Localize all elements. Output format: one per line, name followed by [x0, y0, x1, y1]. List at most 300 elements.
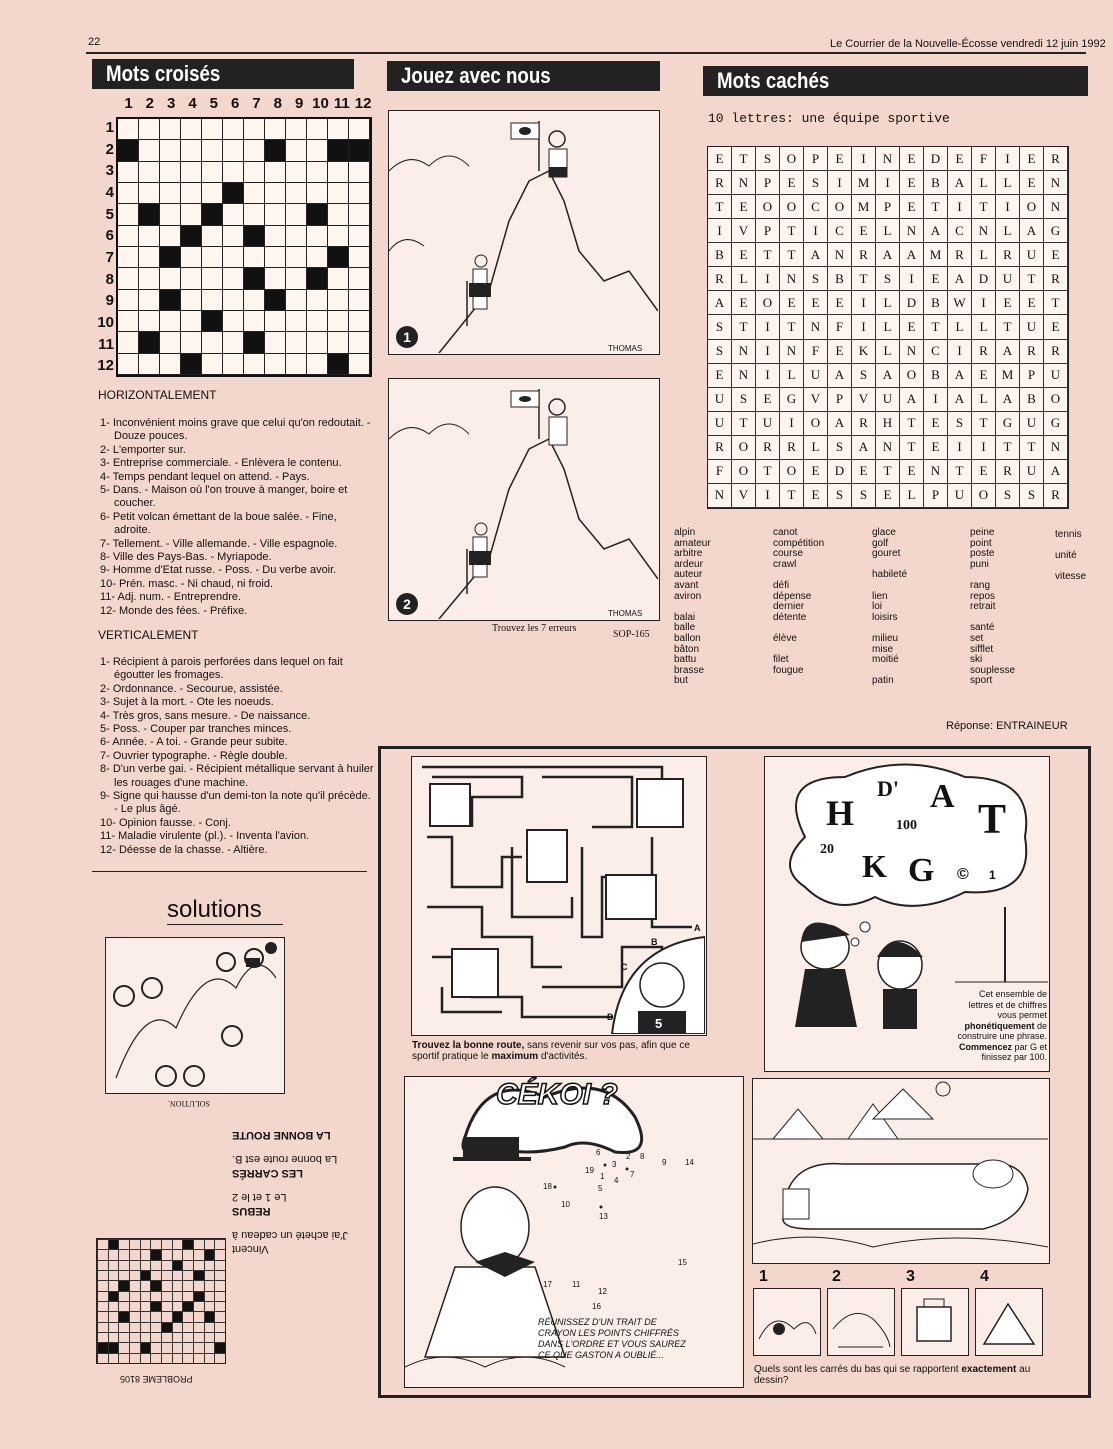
- word-search-letter[interactable]: I: [756, 340, 780, 364]
- crossword-cell[interactable]: [349, 354, 370, 375]
- word-search-letter[interactable]: L: [732, 267, 756, 291]
- word-search-letter[interactable]: B: [924, 171, 948, 195]
- word-search-letter[interactable]: P: [1020, 364, 1044, 388]
- word-search-letter[interactable]: S: [852, 364, 876, 388]
- crossword-cell[interactable]: [160, 268, 181, 289]
- word-search-letter[interactable]: I: [756, 364, 780, 388]
- crossword-cell[interactable]: [118, 183, 139, 204]
- word-search-letter[interactable]: B: [828, 267, 852, 291]
- crossword-cell[interactable]: [223, 226, 244, 247]
- word-search-letter[interactable]: I: [972, 291, 996, 315]
- word-search-letter[interactable]: O: [1044, 388, 1068, 412]
- crossword-cell[interactable]: [286, 183, 307, 204]
- word-search-letter[interactable]: R: [780, 436, 804, 460]
- word-search-letter[interactable]: S: [1020, 484, 1044, 508]
- crossword-cell[interactable]: [328, 354, 349, 375]
- word-search-letter[interactable]: R: [1044, 267, 1068, 291]
- crossword-cell[interactable]: [202, 204, 223, 225]
- word-search-letter[interactable]: T: [756, 460, 780, 484]
- square-option-3[interactable]: [901, 1288, 969, 1356]
- word-search-letter[interactable]: M: [996, 364, 1020, 388]
- crossword-cell[interactable]: [244, 354, 265, 375]
- crossword-cell[interactable]: [286, 247, 307, 268]
- crossword-cell[interactable]: [202, 140, 223, 161]
- crossword-cell[interactable]: [139, 119, 160, 140]
- word-search-letter[interactable]: I: [756, 484, 780, 508]
- crossword-cell[interactable]: [223, 332, 244, 353]
- word-search-letter[interactable]: R: [1044, 147, 1068, 171]
- word-search-letter[interactable]: A: [948, 267, 972, 291]
- word-search-letter[interactable]: F: [708, 460, 732, 484]
- crossword-cell[interactable]: [349, 140, 370, 161]
- crossword-cell[interactable]: [307, 204, 328, 225]
- word-search-letter[interactable]: A: [1044, 460, 1068, 484]
- word-search-letter[interactable]: E: [900, 147, 924, 171]
- word-search-letter[interactable]: O: [780, 147, 804, 171]
- crossword-cell[interactable]: [349, 204, 370, 225]
- word-search-letter[interactable]: R: [852, 412, 876, 436]
- word-search-letter[interactable]: S: [876, 267, 900, 291]
- crossword-cell[interactable]: [349, 162, 370, 183]
- crossword-cell[interactable]: [265, 247, 286, 268]
- word-search-letter[interactable]: T: [732, 315, 756, 339]
- crossword-cell[interactable]: [160, 311, 181, 332]
- crossword-cell[interactable]: [328, 140, 349, 161]
- word-search-letter[interactable]: N: [732, 364, 756, 388]
- word-search-letter[interactable]: L: [996, 219, 1020, 243]
- word-search-letter[interactable]: E: [900, 460, 924, 484]
- crossword-cell[interactable]: [349, 247, 370, 268]
- crossword-cell[interactable]: [160, 247, 181, 268]
- word-search-letter[interactable]: S: [756, 147, 780, 171]
- word-search-letter[interactable]: A: [900, 243, 924, 267]
- word-search-letter[interactable]: A: [852, 436, 876, 460]
- word-search-letter[interactable]: N: [804, 315, 828, 339]
- crossword-cell[interactable]: [181, 140, 202, 161]
- word-search-letter[interactable]: S: [852, 484, 876, 508]
- word-search-letter[interactable]: I: [996, 147, 1020, 171]
- crossword-cell[interactable]: [160, 204, 181, 225]
- word-search-letter[interactable]: O: [804, 412, 828, 436]
- crossword-cell[interactable]: [244, 140, 265, 161]
- word-search-letter[interactable]: T: [924, 195, 948, 219]
- crossword-cell[interactable]: [328, 183, 349, 204]
- crossword-cell[interactable]: [265, 268, 286, 289]
- word-search-letter[interactable]: E: [756, 388, 780, 412]
- word-search-letter[interactable]: M: [852, 171, 876, 195]
- crossword-cell[interactable]: [286, 311, 307, 332]
- word-search-letter[interactable]: F: [972, 147, 996, 171]
- crossword-cell[interactable]: [181, 290, 202, 311]
- word-search-letter[interactable]: P: [876, 195, 900, 219]
- word-search-letter[interactable]: P: [828, 388, 852, 412]
- word-search-letter[interactable]: A: [804, 243, 828, 267]
- word-search-letter[interactable]: T: [900, 412, 924, 436]
- word-search-letter[interactable]: R: [996, 460, 1020, 484]
- word-search-letter[interactable]: E: [804, 291, 828, 315]
- crossword-cell[interactable]: [139, 332, 160, 353]
- word-search-letter[interactable]: T: [1020, 267, 1044, 291]
- square-option-1[interactable]: [753, 1288, 821, 1356]
- crossword-cell[interactable]: [118, 354, 139, 375]
- crossword-cell[interactable]: [307, 226, 328, 247]
- crossword-cell[interactable]: [160, 354, 181, 375]
- word-search-letter[interactable]: R: [756, 436, 780, 460]
- crossword-cell[interactable]: [286, 140, 307, 161]
- word-search-letter[interactable]: U: [1020, 315, 1044, 339]
- crossword-cell[interactable]: [223, 247, 244, 268]
- word-search-letter[interactable]: D: [924, 147, 948, 171]
- word-search-letter[interactable]: M: [924, 243, 948, 267]
- word-search-letter[interactable]: B: [924, 291, 948, 315]
- word-search-letter[interactable]: L: [972, 315, 996, 339]
- crossword-cell[interactable]: [349, 268, 370, 289]
- word-search-letter[interactable]: A: [708, 291, 732, 315]
- word-search-letter[interactable]: O: [780, 460, 804, 484]
- word-search-letter[interactable]: T: [876, 460, 900, 484]
- word-search-letter[interactable]: E: [708, 147, 732, 171]
- crossword-cell[interactable]: [307, 268, 328, 289]
- crossword-cell[interactable]: [286, 332, 307, 353]
- crossword-cell[interactable]: [286, 354, 307, 375]
- crossword-cell[interactable]: [139, 183, 160, 204]
- word-search-letter[interactable]: T: [972, 412, 996, 436]
- word-search-letter[interactable]: I: [780, 412, 804, 436]
- word-search-letter[interactable]: D: [900, 291, 924, 315]
- word-search-letter[interactable]: O: [900, 364, 924, 388]
- word-search-letter[interactable]: N: [732, 171, 756, 195]
- word-search-letter[interactable]: B: [1020, 388, 1044, 412]
- word-search-letter[interactable]: A: [996, 340, 1020, 364]
- crossword-cell[interactable]: [181, 268, 202, 289]
- word-search-letter[interactable]: A: [828, 412, 852, 436]
- crossword-cell[interactable]: [160, 162, 181, 183]
- crossword-cell[interactable]: [223, 183, 244, 204]
- word-search-letter[interactable]: U: [804, 364, 828, 388]
- word-search-letter[interactable]: S: [804, 171, 828, 195]
- crossword-cell[interactable]: [181, 204, 202, 225]
- word-search-letter[interactable]: T: [948, 460, 972, 484]
- crossword-cell[interactable]: [349, 290, 370, 311]
- crossword-cell[interactable]: [202, 268, 223, 289]
- word-search-letter[interactable]: E: [900, 195, 924, 219]
- crossword-cell[interactable]: [160, 226, 181, 247]
- word-search-letter[interactable]: E: [1044, 243, 1068, 267]
- word-search-grid[interactable]: [707, 146, 1069, 509]
- crossword-cell[interactable]: [223, 140, 244, 161]
- word-search-letter[interactable]: E: [828, 147, 852, 171]
- word-search-letter[interactable]: N: [1044, 195, 1068, 219]
- word-search-letter[interactable]: W: [948, 291, 972, 315]
- word-search-letter[interactable]: T: [732, 412, 756, 436]
- word-search-letter[interactable]: D: [828, 460, 852, 484]
- crossword-cell[interactable]: [265, 290, 286, 311]
- crossword-cell[interactable]: [139, 290, 160, 311]
- word-search-letter[interactable]: I: [852, 291, 876, 315]
- crossword-cell[interactable]: [328, 204, 349, 225]
- word-search-letter[interactable]: N: [924, 460, 948, 484]
- word-search-letter[interactable]: G: [1044, 412, 1068, 436]
- word-search-letter[interactable]: N: [828, 243, 852, 267]
- word-search-letter[interactable]: L: [948, 315, 972, 339]
- crossword-cell[interactable]: [328, 162, 349, 183]
- word-search-letter[interactable]: N: [732, 340, 756, 364]
- crossword-cell[interactable]: [181, 354, 202, 375]
- word-search-letter[interactable]: U: [756, 412, 780, 436]
- crossword-cell[interactable]: [118, 204, 139, 225]
- word-search-letter[interactable]: O: [756, 195, 780, 219]
- word-search-letter[interactable]: T: [756, 243, 780, 267]
- word-search-letter[interactable]: I: [804, 219, 828, 243]
- crossword-cell[interactable]: [328, 119, 349, 140]
- word-search-letter[interactable]: T: [996, 436, 1020, 460]
- word-search-letter[interactable]: T: [780, 484, 804, 508]
- word-search-letter[interactable]: L: [996, 171, 1020, 195]
- word-search-letter[interactable]: A: [1020, 219, 1044, 243]
- word-search-letter[interactable]: P: [756, 171, 780, 195]
- crossword-cell[interactable]: [307, 354, 328, 375]
- word-search-letter[interactable]: E: [996, 291, 1020, 315]
- crossword-cell[interactable]: [181, 247, 202, 268]
- word-search-letter[interactable]: I: [948, 436, 972, 460]
- crossword-cell[interactable]: [349, 119, 370, 140]
- crossword-grid[interactable]: [116, 117, 372, 377]
- word-search-letter[interactable]: O: [972, 484, 996, 508]
- crossword-cell[interactable]: [181, 311, 202, 332]
- word-search-letter[interactable]: E: [732, 195, 756, 219]
- word-search-letter[interactable]: S: [948, 412, 972, 436]
- crossword-cell[interactable]: [265, 140, 286, 161]
- word-search-letter[interactable]: U: [996, 267, 1020, 291]
- crossword-cell[interactable]: [265, 119, 286, 140]
- word-search-letter[interactable]: S: [708, 315, 732, 339]
- crossword-cell[interactable]: [244, 247, 265, 268]
- crossword-cell[interactable]: [202, 290, 223, 311]
- word-search-letter[interactable]: D: [972, 267, 996, 291]
- crossword-cell[interactable]: [223, 268, 244, 289]
- word-search-letter[interactable]: A: [924, 219, 948, 243]
- word-search-letter[interactable]: A: [828, 364, 852, 388]
- word-search-letter[interactable]: S: [708, 340, 732, 364]
- word-search-letter[interactable]: E: [852, 219, 876, 243]
- word-search-letter[interactable]: L: [900, 484, 924, 508]
- word-search-letter[interactable]: I: [948, 340, 972, 364]
- word-search-letter[interactable]: T: [996, 315, 1020, 339]
- crossword-cell[interactable]: [181, 119, 202, 140]
- maze-panel[interactable]: [411, 756, 707, 1036]
- word-search-letter[interactable]: I: [852, 315, 876, 339]
- word-search-letter[interactable]: E: [1020, 171, 1044, 195]
- word-search-letter[interactable]: C: [804, 195, 828, 219]
- word-search-letter[interactable]: T: [780, 243, 804, 267]
- square-option-4[interactable]: [975, 1288, 1043, 1356]
- word-search-letter[interactable]: S: [732, 388, 756, 412]
- crossword-cell[interactable]: [265, 226, 286, 247]
- word-search-letter[interactable]: I: [900, 267, 924, 291]
- square-option-2[interactable]: [827, 1288, 895, 1356]
- word-search-letter[interactable]: S: [996, 484, 1020, 508]
- word-search-letter[interactable]: O: [828, 195, 852, 219]
- crossword-cell[interactable]: [349, 332, 370, 353]
- crossword-cell[interactable]: [244, 119, 265, 140]
- crossword-cell[interactable]: [223, 354, 244, 375]
- crossword-cell[interactable]: [244, 311, 265, 332]
- crossword-cell[interactable]: [286, 119, 307, 140]
- word-search-letter[interactable]: E: [876, 484, 900, 508]
- word-search-letter[interactable]: I: [828, 171, 852, 195]
- word-search-letter[interactable]: E: [972, 364, 996, 388]
- crossword-cell[interactable]: [307, 119, 328, 140]
- word-search-letter[interactable]: E: [852, 460, 876, 484]
- crossword-cell[interactable]: [349, 311, 370, 332]
- word-search-letter[interactable]: E: [900, 315, 924, 339]
- crossword-cell[interactable]: [286, 204, 307, 225]
- word-search-letter[interactable]: N: [1044, 436, 1068, 460]
- crossword-cell[interactable]: [181, 162, 202, 183]
- word-search-letter[interactable]: E: [828, 340, 852, 364]
- word-search-letter[interactable]: I: [756, 267, 780, 291]
- crossword-cell[interactable]: [265, 162, 286, 183]
- crossword-cell[interactable]: [307, 247, 328, 268]
- crossword-cell[interactable]: [244, 268, 265, 289]
- word-search-letter[interactable]: L: [876, 340, 900, 364]
- word-search-letter[interactable]: U: [876, 388, 900, 412]
- crossword-cell[interactable]: [202, 119, 223, 140]
- word-search-letter[interactable]: E: [900, 171, 924, 195]
- crossword-cell[interactable]: [328, 247, 349, 268]
- word-search-letter[interactable]: A: [900, 388, 924, 412]
- word-search-letter[interactable]: A: [948, 364, 972, 388]
- word-search-letter[interactable]: N: [780, 340, 804, 364]
- word-search-letter[interactable]: F: [804, 340, 828, 364]
- word-search-letter[interactable]: P: [756, 219, 780, 243]
- crossword-cell[interactable]: [265, 332, 286, 353]
- word-search-letter[interactable]: L: [780, 364, 804, 388]
- word-search-letter[interactable]: U: [708, 412, 732, 436]
- word-search-letter[interactable]: A: [996, 388, 1020, 412]
- word-search-letter[interactable]: E: [972, 460, 996, 484]
- word-search-letter[interactable]: E: [924, 436, 948, 460]
- crossword-cell[interactable]: [118, 332, 139, 353]
- crossword-cell[interactable]: [328, 226, 349, 247]
- word-search-letter[interactable]: I: [924, 388, 948, 412]
- crossword-cell[interactable]: [307, 311, 328, 332]
- crossword-cell[interactable]: [181, 183, 202, 204]
- word-search-letter[interactable]: G: [996, 412, 1020, 436]
- crossword-cell[interactable]: [286, 268, 307, 289]
- word-search-letter[interactable]: E: [780, 171, 804, 195]
- word-search-letter[interactable]: O: [756, 291, 780, 315]
- word-search-letter[interactable]: R: [1044, 484, 1068, 508]
- crossword-cell[interactable]: [244, 183, 265, 204]
- crossword-cell[interactable]: [307, 290, 328, 311]
- crossword-cell[interactable]: [202, 226, 223, 247]
- crossword-cell[interactable]: [223, 162, 244, 183]
- crossword-cell[interactable]: [349, 226, 370, 247]
- word-search-letter[interactable]: N: [876, 436, 900, 460]
- word-search-letter[interactable]: T: [780, 315, 804, 339]
- word-search-letter[interactable]: U: [708, 388, 732, 412]
- word-search-letter[interactable]: R: [852, 243, 876, 267]
- crossword-cell[interactable]: [328, 268, 349, 289]
- word-search-letter[interactable]: L: [876, 219, 900, 243]
- crossword-cell[interactable]: [223, 119, 244, 140]
- crossword-cell[interactable]: [160, 140, 181, 161]
- crossword-cell[interactable]: [118, 162, 139, 183]
- word-search-letter[interactable]: I: [996, 195, 1020, 219]
- word-search-letter[interactable]: R: [1020, 340, 1044, 364]
- crossword-cell[interactable]: [265, 183, 286, 204]
- word-search-letter[interactable]: E: [780, 291, 804, 315]
- word-search-letter[interactable]: E: [804, 460, 828, 484]
- word-search-letter[interactable]: I: [876, 171, 900, 195]
- word-search-letter[interactable]: S: [828, 484, 852, 508]
- word-search-letter[interactable]: A: [948, 388, 972, 412]
- crossword-cell[interactable]: [328, 311, 349, 332]
- crossword-cell[interactable]: [202, 183, 223, 204]
- word-search-letter[interactable]: R: [708, 171, 732, 195]
- word-search-letter[interactable]: U: [1020, 460, 1044, 484]
- crossword-cell[interactable]: [307, 140, 328, 161]
- crossword-cell[interactable]: [160, 119, 181, 140]
- word-search-letter[interactable]: G: [780, 388, 804, 412]
- crossword-cell[interactable]: [118, 119, 139, 140]
- word-search-letter[interactable]: E: [1044, 315, 1068, 339]
- word-search-letter[interactable]: E: [924, 412, 948, 436]
- word-search-letter[interactable]: O: [780, 195, 804, 219]
- word-search-letter[interactable]: C: [924, 340, 948, 364]
- word-search-letter[interactable]: I: [972, 436, 996, 460]
- word-search-letter[interactable]: O: [732, 460, 756, 484]
- word-search-letter[interactable]: T: [780, 219, 804, 243]
- crossword-cell[interactable]: [160, 332, 181, 353]
- word-search-letter[interactable]: S: [828, 436, 852, 460]
- crossword-cell[interactable]: [118, 247, 139, 268]
- crossword-cell[interactable]: [139, 311, 160, 332]
- crossword-cell[interactable]: [160, 183, 181, 204]
- word-search-letter[interactable]: L: [804, 436, 828, 460]
- crossword-cell[interactable]: [307, 183, 328, 204]
- word-search-letter[interactable]: G: [1044, 219, 1068, 243]
- word-search-letter[interactable]: R: [708, 436, 732, 460]
- word-search-letter[interactable]: I: [852, 147, 876, 171]
- word-search-letter[interactable]: A: [948, 171, 972, 195]
- crossword-cell[interactable]: [181, 226, 202, 247]
- word-search-letter[interactable]: T: [972, 195, 996, 219]
- word-search-letter[interactable]: E: [1020, 291, 1044, 315]
- word-search-letter[interactable]: E: [732, 291, 756, 315]
- word-search-letter[interactable]: U: [948, 484, 972, 508]
- word-search-letter[interactable]: E: [732, 243, 756, 267]
- crossword-cell[interactable]: [307, 162, 328, 183]
- word-search-letter[interactable]: I: [708, 219, 732, 243]
- word-search-letter[interactable]: S: [804, 267, 828, 291]
- crossword-cell[interactable]: [118, 290, 139, 311]
- word-search-letter[interactable]: T: [1044, 291, 1068, 315]
- word-search-letter[interactable]: N: [1044, 171, 1068, 195]
- word-search-letter[interactable]: N: [876, 147, 900, 171]
- crossword-cell[interactable]: [139, 140, 160, 161]
- word-search-letter[interactable]: N: [780, 267, 804, 291]
- crossword-cell[interactable]: [118, 268, 139, 289]
- word-search-letter[interactable]: U: [1044, 364, 1068, 388]
- crossword-cell[interactable]: [223, 311, 244, 332]
- word-search-letter[interactable]: R: [972, 340, 996, 364]
- crossword-cell[interactable]: [139, 247, 160, 268]
- word-search-letter[interactable]: E: [828, 291, 852, 315]
- crossword-cell[interactable]: [286, 162, 307, 183]
- word-search-letter[interactable]: R: [708, 267, 732, 291]
